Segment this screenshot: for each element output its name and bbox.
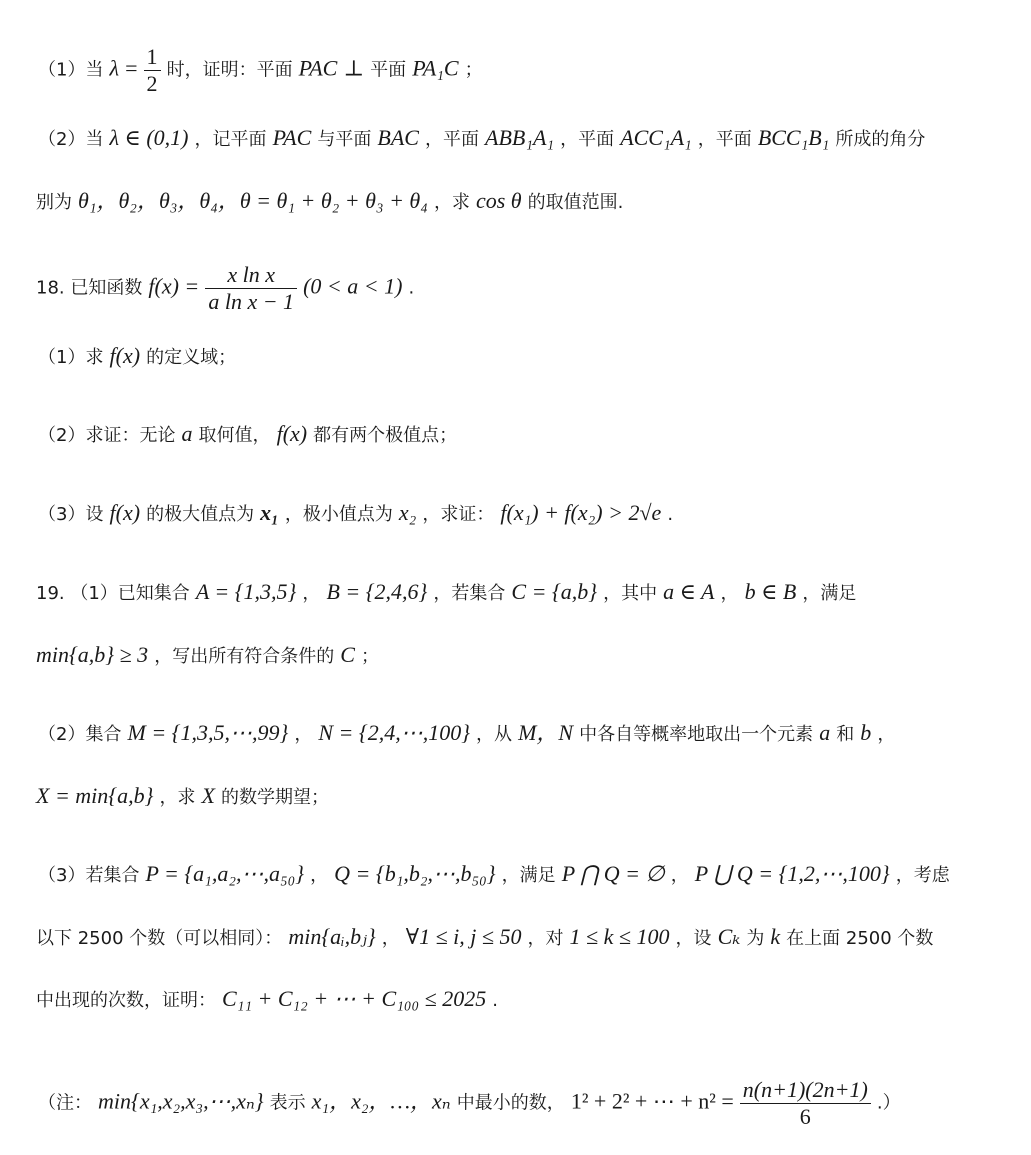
q19-3-cap: P ⋂ Q = ∅ xyxy=(561,861,665,886)
note-vars: x₁，x₂，…，xₙ xyxy=(311,1088,451,1114)
q19-2-N: N = {2,4,⋯,100} xyxy=(318,720,470,745)
q17-1-end: ； xyxy=(464,59,483,81)
q19-3b-mid3: 为 xyxy=(746,928,765,949)
q18-3-mid3: ，求证： xyxy=(422,504,495,525)
q18-3-ineq: f(x₁) + f(x₂) > 2√e xyxy=(500,500,662,525)
q18-fx: f(x) = xyxy=(148,273,200,299)
q19-2-a: a xyxy=(819,720,831,745)
q19-3b-end: 在上面 2500 个数 xyxy=(786,928,934,949)
note-mid2: 中最小的数， xyxy=(456,1092,565,1114)
q18-prefix: 18. 已知函数 xyxy=(36,277,143,299)
q17-1-plane2: PA₁C xyxy=(412,55,459,81)
q18-2-end: 都有两个极值点； xyxy=(313,425,458,446)
q17-2-mid5: ，平面 xyxy=(697,129,752,150)
q18-cond: (0 < a < 1) xyxy=(303,273,403,299)
q19-3c-ineq: C₁₁ + C₁₂ + ⋯ + C₁₀₀ ≤ 2025 xyxy=(222,986,487,1011)
q19-3-sep: ， xyxy=(310,865,329,886)
q17-1-perp: ⊥ xyxy=(343,55,365,81)
q17-2-mid2: 与平面 xyxy=(317,129,372,150)
q18-2-expr: f(x) xyxy=(276,421,308,446)
q18-3-end: . xyxy=(667,504,674,525)
q17-2-cond: λ ∈ (0,1) xyxy=(109,125,189,150)
q17-part2-line2 xyxy=(36,186,1031,218)
q19-2-MN: M，N xyxy=(518,720,574,745)
q19-1b-C: C xyxy=(340,642,355,667)
q18-3-x1: x₁ xyxy=(260,500,279,525)
q19-3-mid: ，满足 xyxy=(501,865,556,886)
q19-3b-prefix: 以下 2500 个数（可以相同）： xyxy=(36,928,283,949)
q19-part3-line xyxy=(38,859,1031,891)
q19-3-P: P = {a₁,a₂,⋯,a₅₀} xyxy=(145,861,305,886)
q19-2-prefix: （2）集合 xyxy=(38,724,122,745)
q19-2b-X2: X xyxy=(201,783,215,808)
q19-part1-line xyxy=(36,577,1031,609)
q18-frac-num: x ln x xyxy=(205,262,297,289)
note-sum: 1² + 2² + ⋯ + n² = xyxy=(570,1088,734,1114)
q19-3b-k: 1 ≤ k ≤ 100 xyxy=(569,924,670,949)
q19-1-C: C = {a,b} xyxy=(511,579,598,604)
q19-3b-Ck: Cₖ xyxy=(717,924,741,949)
q19-1b-end: ； xyxy=(361,646,379,667)
q17-2b-expr: cos θ xyxy=(475,188,522,213)
q19-3b-forall: ∀1 ≤ i, j ≤ 50 xyxy=(405,924,522,949)
q17-1-prefix: （1）当 xyxy=(38,59,104,81)
q19-2-sep: ， xyxy=(294,724,313,745)
q17-2-mid: ，记平面 xyxy=(194,129,267,150)
q18-end: . xyxy=(408,277,415,299)
q19-2b-mid: ，求 xyxy=(159,787,196,808)
q19-1-sep: ， xyxy=(302,583,321,604)
note-frac-den: 6 xyxy=(799,1104,811,1129)
q17-2-mid4: ，平面 xyxy=(560,129,615,150)
q19-1b-mid: ，写出所有符合条件的 xyxy=(154,646,335,667)
q19-1-end: ，满足 xyxy=(802,583,857,604)
q19-1b-min: min{a,b} ≥ 3 xyxy=(36,642,149,667)
q17-2b-mid: ，求 xyxy=(433,192,470,213)
q18-3-mid2: ，极小值点为 xyxy=(284,504,393,525)
q19-2-M: M = {1,3,5,⋯,99} xyxy=(127,720,289,745)
q17-2-p1: PAC xyxy=(272,125,312,150)
note-min: min{x₁,x₂,x₃,⋯,xₙ} xyxy=(98,1088,264,1114)
q19-3c-prefix: 中出现的次数，证明： xyxy=(36,990,216,1011)
q19-2-b: b xyxy=(860,720,872,745)
q19-3-Q: Q = {b₁,b₂,⋯,b₅₀} xyxy=(334,861,496,886)
q19-1-aA: a ∈ A xyxy=(663,579,715,604)
q17-1-eq: = xyxy=(125,55,138,81)
q18-part1-line xyxy=(38,341,1031,373)
q18-3-x2: x₂ xyxy=(398,500,417,525)
q19-2b-end: 的数学期望； xyxy=(220,787,329,808)
q17-2-p2: BAC xyxy=(377,125,419,150)
q17-2b-angles: θ₁，θ₂，θ₃，θ₄，θ = θ₁ + θ₂ + θ₃ + θ₄ xyxy=(78,188,428,213)
q19-2b-X: X = min{a,b} xyxy=(36,783,154,808)
q17-1-plane1: PAC xyxy=(298,55,338,81)
q18-part2-line xyxy=(38,419,1031,451)
q19-1-bB: b ∈ B xyxy=(744,579,797,604)
q19-1-mid2: ，其中 xyxy=(603,583,658,604)
q17-2-p4: ACC₁A₁ xyxy=(620,125,692,150)
q18-fraction xyxy=(205,262,297,315)
q17-1-mid: 时，证明：平面 xyxy=(166,59,293,81)
q18-2-a: a xyxy=(181,421,193,446)
q19-3-sep2: ， xyxy=(670,865,689,886)
note-end: .） xyxy=(876,1092,901,1114)
q19-3-prefix: （3）若集合 xyxy=(38,865,140,886)
q17-2-p3: ABB₁A₁ xyxy=(485,125,555,150)
note-fraction xyxy=(740,1077,871,1130)
q19-3b-kvar: k xyxy=(770,924,781,949)
q17-2-p5: BCC₁B₁ xyxy=(757,125,830,150)
q18-1-end: 的定义域； xyxy=(146,347,237,368)
q19-3b-sep: ， xyxy=(381,928,400,949)
q18-2-mid: 取何值， xyxy=(198,425,271,446)
q18-3-mid: 的极大值点为 xyxy=(146,504,255,525)
q19-2-and: 和 xyxy=(836,724,855,745)
q19-3-end: ，考虑 xyxy=(895,865,950,886)
q17-2b-end: 的取值范围. xyxy=(527,192,624,213)
q19-2-mid2: 中各自等概率地取出一个元素 xyxy=(579,724,814,745)
q19-1-A: A = {1,3,5} xyxy=(195,579,297,604)
q18-3-expr: f(x) xyxy=(109,500,141,525)
q17-2-mid3: ，平面 xyxy=(424,129,479,150)
q19-part1-line2 xyxy=(36,640,1031,672)
q17-1-lambda: λ xyxy=(109,55,120,81)
note-prefix: （注： xyxy=(38,1092,92,1114)
q18-1-expr: f(x) xyxy=(109,343,141,368)
q19-part2-line xyxy=(38,718,1031,750)
q19-2-end: ， xyxy=(877,724,896,745)
q19-3c-end: . xyxy=(492,990,498,1011)
q17-part2-line xyxy=(38,123,1031,155)
q17-part1-line xyxy=(38,44,1031,97)
note-line xyxy=(38,1077,1031,1130)
q19-part3-line3 xyxy=(36,984,1031,1016)
q17-1-frac-den: 2 xyxy=(146,71,158,96)
q17-1-frac-num: 1 xyxy=(144,44,161,71)
q17-1-fraction xyxy=(144,44,161,97)
q18-3-prefix: （3）设 xyxy=(38,504,104,525)
q18-part3-line xyxy=(38,498,1031,530)
q19-1-sep2: ， xyxy=(720,583,739,604)
q19-3b-mid2: ，设 xyxy=(675,928,712,949)
q18-1-prefix: （1）求 xyxy=(38,347,104,368)
q17-2b-prefix: 别为 xyxy=(36,192,72,213)
q17-2-prefix: （2）当 xyxy=(38,129,104,150)
q19-part2-line2 xyxy=(36,781,1031,813)
note-frac-num: n(n+1)(2n+1) xyxy=(740,1077,871,1104)
q19-3b-min: min{aᵢ,bⱼ} xyxy=(288,924,376,949)
q19-2-mid: ，从 xyxy=(476,724,513,745)
q19-part3-line2 xyxy=(36,922,1031,954)
note-mid: 表示 xyxy=(269,1092,306,1114)
q17-1-mid2: 平面 xyxy=(370,59,407,81)
q18-2-prefix: （2）求证：无论 xyxy=(38,425,176,446)
q19-1-mid: ，若集合 xyxy=(433,583,506,604)
q18-stem-line xyxy=(36,262,1031,315)
q19-3-cup: P ⋃ Q = {1,2,⋯,100} xyxy=(694,861,890,886)
q19-3b-mid: ，对 xyxy=(527,928,564,949)
q19-1-prefix: 19. （1）已知集合 xyxy=(36,583,190,604)
q19-1-B: B = {2,4,6} xyxy=(326,579,428,604)
q17-2-end: 所成的角分 xyxy=(835,129,926,150)
q18-frac-den: a ln x − 1 xyxy=(208,289,295,314)
